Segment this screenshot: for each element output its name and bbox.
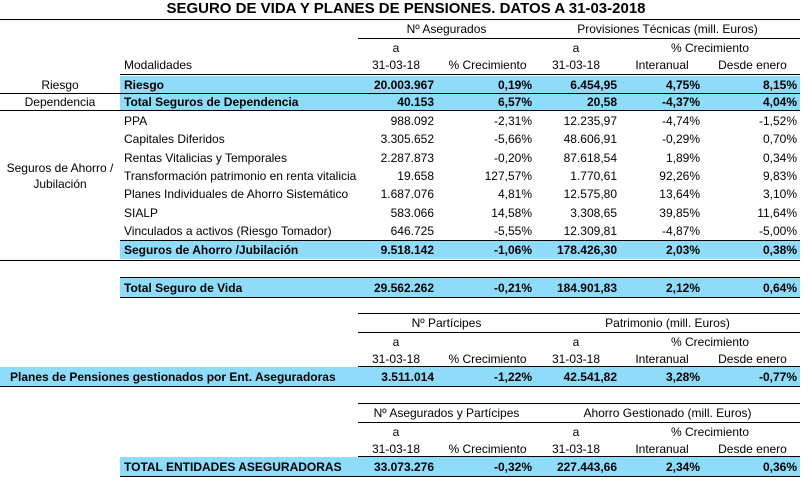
cell-provisiones: 178.426,30 <box>556 243 617 257</box>
cell-interanual: 13,64% <box>659 187 700 202</box>
cell-crec: 0,19% <box>497 78 532 92</box>
group-label: Riesgo <box>41 78 79 92</box>
cell-provisiones: 227.443,66 <box>556 460 617 474</box>
cell-interanual: 2,12% <box>665 281 700 295</box>
cell-interanual: -0,29% <box>661 132 700 147</box>
header-desde-enero: Desde enero <box>718 352 787 366</box>
cell-desde: 3,10% <box>762 187 797 202</box>
cell-asegurados: 988.092 <box>390 114 434 128</box>
cell-provisiones: 1.770,61 <box>570 168 617 183</box>
header-growth: % Crecimiento <box>670 335 750 349</box>
cell-provisiones: 87.618,54 <box>563 150 617 165</box>
cell-crec: -1,22% <box>493 370 532 384</box>
cell-interanual: 4,75% <box>665 78 700 92</box>
cell-crec: 4,81% <box>497 187 532 202</box>
column-header-count: Nº Asegurados <box>406 22 487 36</box>
header-desde-enero: Desde enero <box>718 58 787 72</box>
cell-desde: 0,34% <box>762 150 797 165</box>
divider <box>120 297 800 298</box>
header-interanual: Interanual <box>635 352 689 366</box>
cell-desde: -0,77% <box>758 370 797 384</box>
cell-interanual: -4,37% <box>661 95 700 109</box>
header-a: a <box>572 41 580 55</box>
column-header-amount: Provisiones Técnicas (mill. Euros) <box>577 22 758 36</box>
cell-asegurados: 646.725 <box>390 223 434 238</box>
header-date: 31-03-18 <box>371 58 421 72</box>
header-date: 31-03-18 <box>551 58 601 72</box>
cell-interanual: 39,85% <box>659 205 700 220</box>
cell-desde: -1,52% <box>758 114 797 128</box>
cell-desde: 0,64% <box>762 281 797 295</box>
header-growth: % Crecimiento <box>670 425 750 439</box>
cell-interanual: 2,03% <box>665 243 700 257</box>
cell-asegurados: 20.003.967 <box>373 78 434 92</box>
cell-interanual: -4,87% <box>661 223 700 238</box>
column-header-count: Nº Partícipes <box>411 316 482 330</box>
group-label: Dependencia <box>24 95 96 109</box>
header-date: 31-03-18 <box>551 442 601 456</box>
header-modalidades: Modalidades <box>124 58 193 72</box>
cell-provisiones: 48.606,91 <box>563 132 617 147</box>
group-label: Seguros de Ahorro / Jubilación <box>6 161 114 191</box>
cell-provisiones: 12.309,81 <box>563 223 617 238</box>
cell-desde: 9,83% <box>762 168 797 183</box>
cell-crec: -2,31% <box>493 114 532 128</box>
column-header-amount: Patrimonio (mill. Euros) <box>605 316 730 330</box>
cell-interanual: -4,74% <box>661 114 700 128</box>
cell-provisiones: 6.454,95 <box>570 78 617 92</box>
cell-crec: -1,06% <box>493 243 532 257</box>
cell-interanual: 2,34% <box>665 460 700 474</box>
table-row: TOTAL ENTIDADES ASEGURADORAS <box>124 460 342 474</box>
cell-crec: -0,20% <box>493 150 532 165</box>
cell-crec: 6,57% <box>497 95 532 109</box>
cell-provisiones: 12.575,80 <box>563 187 617 202</box>
cell-provisiones: 12.235,97 <box>563 114 617 128</box>
header-a: a <box>392 335 400 349</box>
cell-provisiones: 42.541,82 <box>563 370 617 384</box>
cell-asegurados: 3.511.014 <box>381 370 434 384</box>
table-row: Vinculados a activos (Riesgo Tomador) <box>124 223 332 238</box>
cell-crec: -5,66% <box>493 132 532 147</box>
page-title: SEGURO DE VIDA Y PLANES DE PENSIONES. DATOS A 31-03-2018 <box>166 0 646 17</box>
column-header-count: Nº Asegurados y Partícipes <box>373 406 520 420</box>
header-a: a <box>572 335 580 349</box>
table-row: PPA <box>124 114 148 128</box>
header-interanual: Interanual <box>635 442 689 456</box>
header-date: 31-03-18 <box>371 352 421 366</box>
cell-provisiones: 184.901,83 <box>556 281 617 295</box>
header-desde-enero: Desde enero <box>718 442 787 456</box>
table-row: Rentas Vitalicias y Temporales <box>124 150 287 165</box>
cell-asegurados: 9.518.142 <box>380 243 434 257</box>
cell-desde: 11,64% <box>757 205 797 220</box>
cell-crec: -5,55% <box>493 223 532 238</box>
cell-desde: 0,36% <box>762 460 797 474</box>
cell-desde: -5,00% <box>758 223 797 238</box>
cell-interanual: 3,28% <box>665 370 700 384</box>
cell-asegurados: 3.305.652 <box>380 132 434 147</box>
column-header-amount: Ahorro Gestionado (mill. Euros) <box>583 406 752 420</box>
table-row: Planes de Pensiones gestionados por Ent. Aseguradoras <box>10 370 336 384</box>
header-a: a <box>392 41 400 55</box>
cell-desde: 8,15% <box>762 78 797 92</box>
header-growth: % Crecimiento <box>448 442 527 456</box>
divider <box>120 74 800 75</box>
cell-asegurados: 583.066 <box>390 205 434 220</box>
cell-asegurados: 2.287.873 <box>380 150 434 165</box>
cell-asegurados: 1.687.076 <box>380 187 434 202</box>
cell-desde: 0,70% <box>762 132 797 147</box>
header-date: 31-03-18 <box>371 442 421 456</box>
cell-asegurados: 19.658 <box>397 168 434 183</box>
cell-interanual: 92,26% <box>659 168 700 183</box>
cell-crec: -0,32% <box>493 460 532 474</box>
cell-provisiones: 20,58 <box>586 95 617 109</box>
cell-desde: 4,04% <box>762 95 797 109</box>
cell-asegurados: 40.153 <box>397 95 434 109</box>
divider <box>0 386 800 387</box>
cell-asegurados: 29.562.262 <box>373 281 434 295</box>
divider <box>120 476 800 477</box>
table-row: Seguros de Ahorro /Jubilación <box>124 243 299 257</box>
table-row: SIALP <box>124 205 159 220</box>
header-interanual: Interanual <box>635 58 689 72</box>
table-row: Total Seguros de Dependencia <box>124 95 299 109</box>
header-date: 31-03-18 <box>551 352 601 366</box>
table-row: Transformación patrimonio en renta vitalicia <box>124 168 357 183</box>
header-growth: % Crecimiento <box>670 41 750 55</box>
header-growth: % Crecimiento <box>448 58 527 72</box>
table-row: Planes Individuales de Ahorro Sistemático <box>124 187 349 202</box>
cell-desde: 0,38% <box>762 243 797 257</box>
header-growth: % Crecimiento <box>448 352 527 366</box>
cell-crec: 14,58% <box>491 205 532 220</box>
header-a: a <box>392 425 400 439</box>
divider <box>0 260 800 261</box>
header-a: a <box>572 425 580 439</box>
cell-crec: -0,21% <box>493 281 532 295</box>
table-row: Riesgo <box>124 78 165 92</box>
cell-crec: 127,57% <box>484 168 532 183</box>
cell-provisiones: 3.308,65 <box>570 205 617 220</box>
table-row: Total Seguro de Vida <box>124 281 243 295</box>
cell-interanual: 1,89% <box>665 150 700 165</box>
table-row: Capitales Diferidos <box>124 132 225 147</box>
cell-asegurados: 33.073.276 <box>373 460 434 474</box>
